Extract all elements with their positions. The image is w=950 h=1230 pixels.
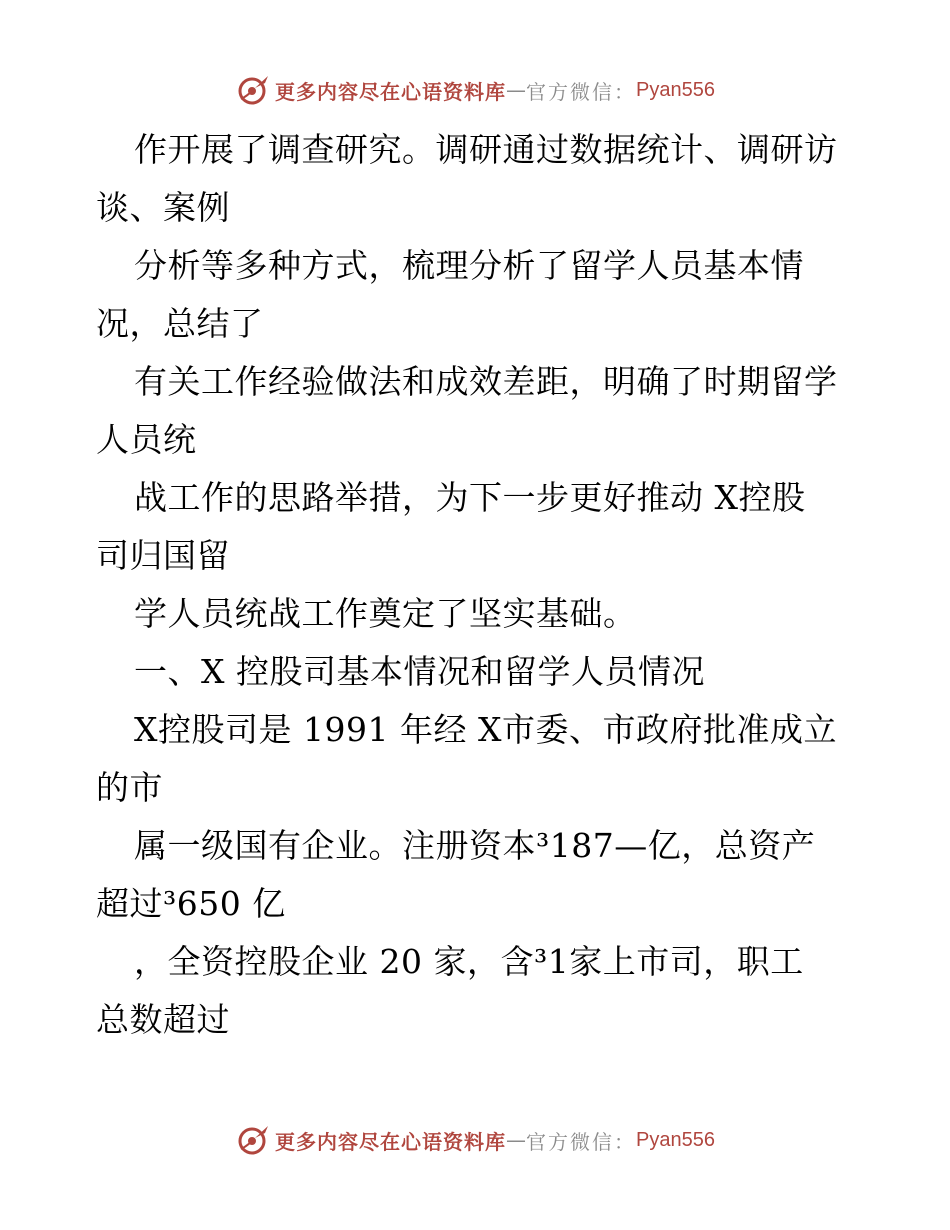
text-line: X控股司是 1991 年经 X市委、市政府批准成立 — [134, 710, 837, 749]
text-line: 谈、案例 — [96, 188, 230, 227]
footer-watermark — [0, 1120, 950, 1160]
watermark-wechat-id: Pyan556 — [636, 1128, 715, 1151]
text-line: 分析等多种方式，梳理分析了留学人员基本情 — [134, 246, 804, 285]
text-line: 况，总结了 — [96, 304, 264, 343]
text-line: 战工作的思路举措，为下一步更好推动 X控股 — [134, 478, 806, 517]
watermark-text: 更多内容尽在心语资料库 — [275, 1129, 507, 1154]
text-line: 作开展了调查研究。调研通过数据统计、调研访 — [134, 130, 838, 169]
text-line: 一、X 控股司基本情况和留学人员情况 — [134, 652, 705, 691]
watermark-dash: — — [506, 1128, 527, 1152]
feather-pen-logo-icon — [235, 1122, 271, 1158]
watermark-official-label: 官方微信： — [526, 79, 637, 104]
text-line: 超过³650 亿 — [96, 884, 286, 923]
watermark-wechat-id: Pyan556 — [636, 78, 715, 101]
feather-pen-logo-icon — [235, 72, 271, 108]
text-line: 属一级国有企业。注册资本³187—亿，总资产 — [134, 826, 816, 865]
watermark-text: 更多内容尽在心语资料库 — [275, 79, 507, 104]
header-watermark — [0, 70, 950, 110]
text-line: 人员统 — [96, 420, 197, 459]
text-line: 司归国留 — [96, 536, 230, 575]
text-line: ，全资控股企业 20 家，含³1家上市司，职工 — [134, 942, 804, 981]
text-line: 总数超过 — [96, 1000, 230, 1039]
text-line: 有关工作经验做法和成效差距，明确了时期留学 — [134, 362, 838, 401]
watermark-official-label: 官方微信： — [526, 1129, 637, 1154]
text-line: 的市 — [96, 768, 163, 807]
text-line: 学人员统战工作奠定了坚实基础。 — [134, 594, 637, 633]
document-body — [96, 121, 856, 1049]
watermark-dash: — — [506, 78, 527, 102]
